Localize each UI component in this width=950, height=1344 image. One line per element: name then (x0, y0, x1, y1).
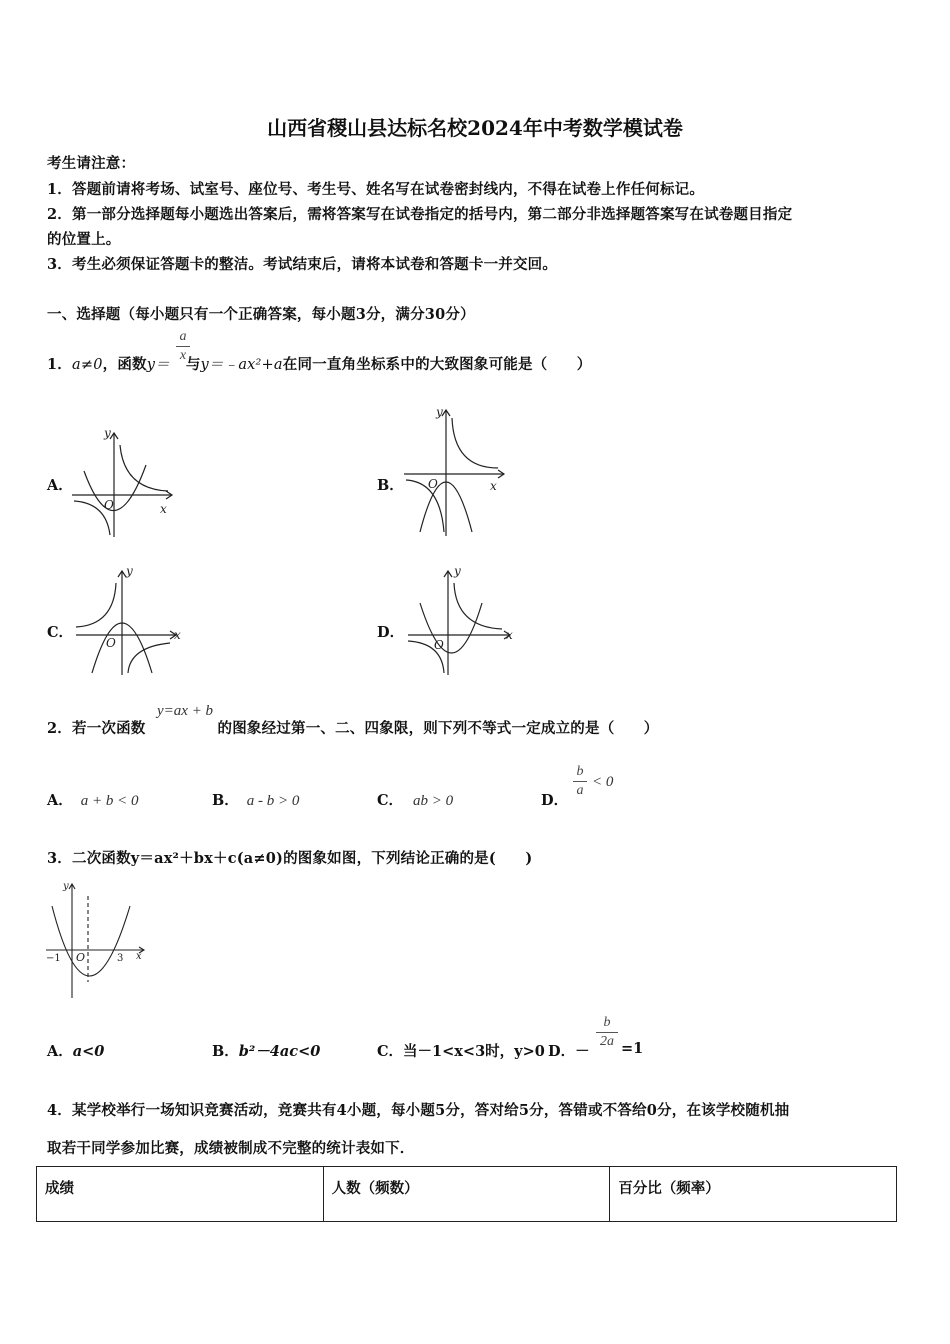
q3-option-d-den: 2a (600, 1034, 614, 1049)
q2-option-c (377, 789, 453, 810)
q2-option-c-expr: ab > 0 (413, 793, 454, 809)
notice-heading: 考生请注意： (47, 155, 136, 172)
q3-option-d (548, 1040, 590, 1061)
q1-y2: y＝﹣ax²+a (200, 357, 283, 373)
q1-frac-den: x (179, 348, 187, 363)
q1-graph-c-origin: O (106, 636, 116, 650)
q1-option-b-label: B． (377, 477, 404, 494)
q2-option-d-rel: < 0 (592, 774, 614, 790)
q1-graph-b (400, 402, 510, 542)
score-table-header-score: 成绩 (37, 1167, 324, 1222)
q3-option-d-fraction (596, 1015, 618, 1050)
section-heading: 一、选择题（每小题只有一个正确答案，每小题3分，满分30分） (47, 306, 475, 323)
q2-option-a-label: A． (47, 792, 73, 809)
q3-graph-y-label: y (63, 881, 69, 892)
q1-y1: y＝ (146, 357, 170, 373)
q1-option-a-label: A． (47, 477, 73, 494)
notice-line-1: 1．答题前请将考场、试室号、座位号、考生号、姓名写在试卷密封线内，不得在试卷上作任何标记。 (47, 181, 705, 198)
notice-line-3: 3．考生必须保证答题卡的整洁。考试结束后，请将本试卷和答题卡一并交回。 (47, 256, 558, 273)
q1-fraction (176, 329, 190, 364)
notice-line-2b: 的位置上。 (47, 231, 121, 248)
q1-option-d-label: D． (377, 624, 405, 641)
q3-option-d-pre: － (575, 1043, 590, 1060)
q2-option-b (212, 789, 299, 810)
q1-graph-c-y-label: y (126, 564, 133, 578)
q2-option-a (47, 789, 139, 810)
q1-suffix: 在同一直角坐标系中的大致图象可能是（ ） (282, 356, 592, 373)
q1-mid2: 与 (185, 356, 201, 373)
score-table-header-row (37, 1167, 897, 1222)
q3-option-b (212, 1040, 320, 1061)
q3-option-b-text: b²－4ac<0 (238, 1043, 321, 1060)
q2-option-b-label: B． (212, 792, 239, 809)
q2-prefix: 2．若一次函数 (47, 720, 146, 737)
q3-graph-origin: O (76, 951, 86, 964)
q2-option-b-expr: a - b > 0 (246, 793, 300, 809)
q2-option-a-expr: a + b < 0 (80, 793, 139, 809)
q1-graph-a (68, 425, 178, 540)
q1-graph-d-origin: O (434, 638, 444, 652)
q1-mid1: ，函数 (102, 356, 147, 373)
q1-graph-c-x-label: x (174, 628, 181, 642)
q1-graph-b-origin: O (428, 477, 438, 491)
q1-prefix: 1． (47, 356, 72, 373)
q2-option-c-label: C． (377, 792, 404, 809)
q2-stem (47, 717, 659, 738)
score-table-header-percent: 百分比（频率） (610, 1167, 897, 1222)
q2-expr: y=ax + b (157, 703, 214, 719)
q1-graph-a-origin: O (104, 498, 114, 512)
q2-suffix: 的图象经过第一、二、四象限，则下列不等式一定成立的是（ ） (217, 720, 659, 737)
q1-cond: a≠0 (72, 357, 103, 373)
q1-graph-c (70, 563, 185, 678)
notice-line-2a: 2．第一部分选择题每小题选出答案后，需将答案写在试卷指定的括号内，第二部分非选择题答案写在试卷题目指定 (47, 206, 793, 223)
q1-graph-d (402, 563, 520, 678)
q4-line-1: 4．某学校举行一场知识竞赛活动，竞赛共有4小题，每小题5分，答对给5分，答错或不答给0分，在该学校随机抽 (47, 1102, 790, 1119)
q3-option-a-label: A． (47, 1043, 73, 1060)
q3-stem: 3．二次函数y＝ax²＋bx＋c(a≠0)的图象如图，下列结论正确的是( ) (47, 850, 533, 867)
score-table (36, 1166, 897, 1222)
q3-option-c (377, 1040, 545, 1061)
q3-option-a-text: a<0 (72, 1043, 105, 1060)
score-table-header-count: 人数（频数） (323, 1167, 610, 1222)
q3-graph-x-label: x (136, 951, 142, 962)
q3-option-d-label: D． (548, 1043, 576, 1060)
q1-graph-d-y-label: y (454, 564, 461, 578)
q3-graph-neg1: −1 (46, 953, 61, 964)
q3-option-b-label: B． (212, 1043, 239, 1060)
q3-graph (44, 878, 154, 1003)
q2-option-d-num: b (576, 764, 584, 779)
q1-frac-num: a (179, 329, 187, 344)
q3-graph-three: 3 (117, 953, 124, 964)
q3-option-c-text: 当－1<x<3时，y>0 (403, 1043, 545, 1060)
q1-option-c-label: C． (47, 624, 74, 641)
q2-option-d-den: a (576, 783, 584, 798)
q2-option-d-fraction (573, 764, 587, 799)
q1-graph-b-y-label: y (436, 405, 443, 419)
q1-graph-a-y-label: y (104, 426, 111, 440)
q3-option-d-num: b (603, 1015, 611, 1030)
q3-option-d-post: =1 (621, 1040, 644, 1057)
q1-graph-b-x-label: x (490, 479, 497, 493)
exam-title: 山西省稷山县达标名校2024年中考数学模试卷 (267, 116, 683, 140)
q1-graph-d-x-label: x (506, 628, 513, 642)
q3-option-a (47, 1040, 104, 1061)
q3-option-c-label: C． (377, 1043, 404, 1060)
q4-line-2: 取若干同学参加比赛，成绩被制成不完整的统计表如下． (47, 1140, 415, 1157)
q1-stem (47, 353, 591, 374)
q2-option-d-label: D． (541, 792, 569, 809)
q1-graph-a-x-label: x (160, 502, 167, 516)
